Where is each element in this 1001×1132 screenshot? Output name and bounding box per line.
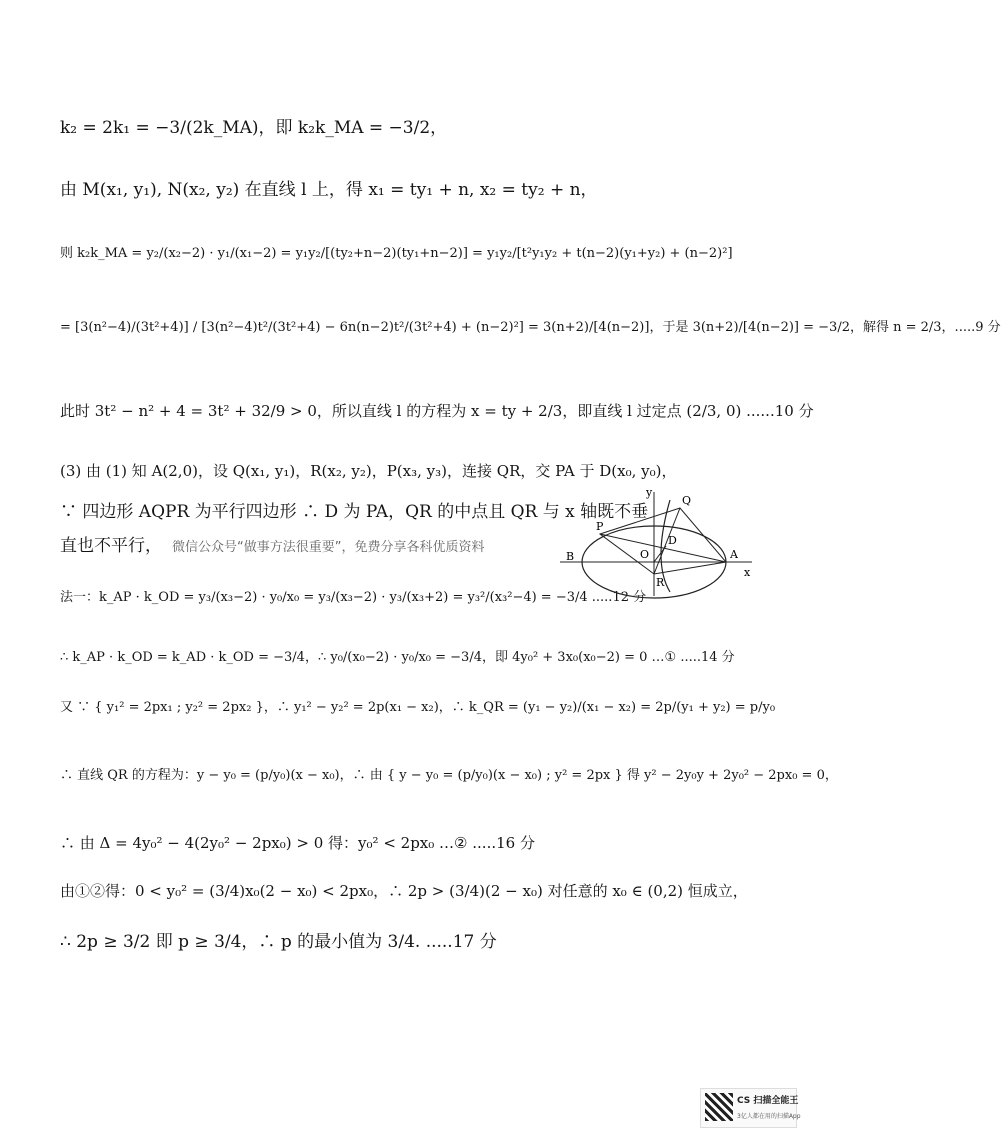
line-8: 直也不平行， (60, 536, 162, 556)
label-o: O (640, 548, 650, 561)
line-11: 又 ∵ { y₁² = 2px₁ ; y₂² = 2px₂ }，∴ y₁² − y₂² = 2p(x₁ − x₂)，∴ k_QR = (y₁ − y₂)/(x₁ − x₂) = 2p/(y₁ + y₂) = p/y₀ (60, 700, 776, 715)
watermark-text: 微信公众号“做事方法很重要”，免费分享各科优质资料 (172, 540, 485, 555)
label-a: A (730, 548, 738, 561)
line-6: (3) 由 (1) 知 A(2,0)，设 Q(x₁, y₁)，R(x₂, y₂)，P(x₃, y₃)，连接 QR，交 PA 于 D(x₀, y₀)， (60, 462, 677, 480)
line-15: ∴ 2p ≥ 3/2 即 p ≥ 3/4，∴ p 的最小值为 3/4. .....17 分 (60, 932, 497, 952)
line-3: 则 k₂k_MA = y₂/(x₂−2) · y₁/(x₁−2) = y₁y₂/[(ty₂+n−2)(ty₁+n−2)] = y₁y₂/[t²y₁y₂ + t(n−2)(y₁+y₂) + (n−2)²] (60, 246, 733, 261)
label-x: x (744, 566, 751, 579)
label-y: y (646, 486, 653, 499)
line-12: ∴ 直线 QR 的方程为：y − y₀ = (p/y₀)(x − x₀)，∴ 由 { y − y₀ = (p/y₀)(x − x₀) ; y² = 2px } 得 y² − 2y₀y + 2y₀² − 2px₀ = 0， (60, 768, 838, 783)
ellipse-parabola-figure (560, 486, 760, 596)
line-14: 由①②得：0 < y₀² = (3/4)x₀(2 − x₀) < 2px₀，∴ 2p > (3/4)(2 − x₀) 对任意的 x₀ ∈ (0,2) 恒成立， (60, 882, 748, 900)
line-10: ∴ k_AP · k_OD = k_AD · k_OD = −3/4，∴ y₀/(x₀−2) · y₀/x₀ = −3/4，即 4y₀² + 3x₀(x₀−2) = 0 …① .....14 分 (60, 650, 735, 665)
line-2: 由 M(x₁, y₁), N(x₂, y₂) 在直线 l 上，得 x₁ = ty₁ + n, x₂ = ty₂ + n， (60, 180, 598, 200)
line-13: ∴ 由 Δ = 4y₀² − 4(2y₀² − 2px₀) > 0 得：y₀² < 2px₀ …② .....16 分 (60, 834, 535, 852)
line-9: 法一：k_AP · k_OD = y₃/(x₃−2) · y₀/x₀ = y₃/(x₃−2) · y₃/(x₃+2) = y₃²/(x₃²−4) = −3/4 .....12 分 (60, 590, 647, 605)
line-4: = [3(n²−4)/(3t²+4)] / [3(n²−4)t²/(3t²+4) − 6n(n−2)t²/(3t²+4) + (n−2)²] = 3(n+2)/[4(n−2)]，于是 3(n+2)/[4(n−2)] = −3/2，解得 n = 2/3，.....9 分 (60, 320, 1001, 335)
label-d: D (668, 534, 677, 547)
line-7: ∵ 四边形 AQPR 为平行四边形 ∴ D 为 PA，QR 的中点且 QR 与 x 轴既不垂 (60, 502, 649, 522)
label-p: P (596, 520, 604, 533)
line-5: 此时 3t² − n² + 4 = 3t² + 32/9 > 0，所以直线 l 的方程为 x = ty + 2/3，即直线 l 过定点 (2/3, 0) ......10 分 (60, 402, 814, 420)
label-r: R (656, 576, 665, 589)
camscanner-title: CS 扫描全能王 (737, 1096, 799, 1106)
label-q: Q (682, 494, 692, 507)
label-b: B (566, 550, 575, 563)
camscanner-badge (700, 1088, 801, 1128)
qr-code-icon (705, 1093, 733, 1121)
camscanner-subtitle: 3亿人都在用的扫描App (737, 1113, 801, 1120)
parallelogram-aqpr (600, 508, 726, 574)
line-1: k₂ = 2k₁ = −3/(2k_MA)，即 k₂k_MA = −3/2， (60, 118, 448, 138)
